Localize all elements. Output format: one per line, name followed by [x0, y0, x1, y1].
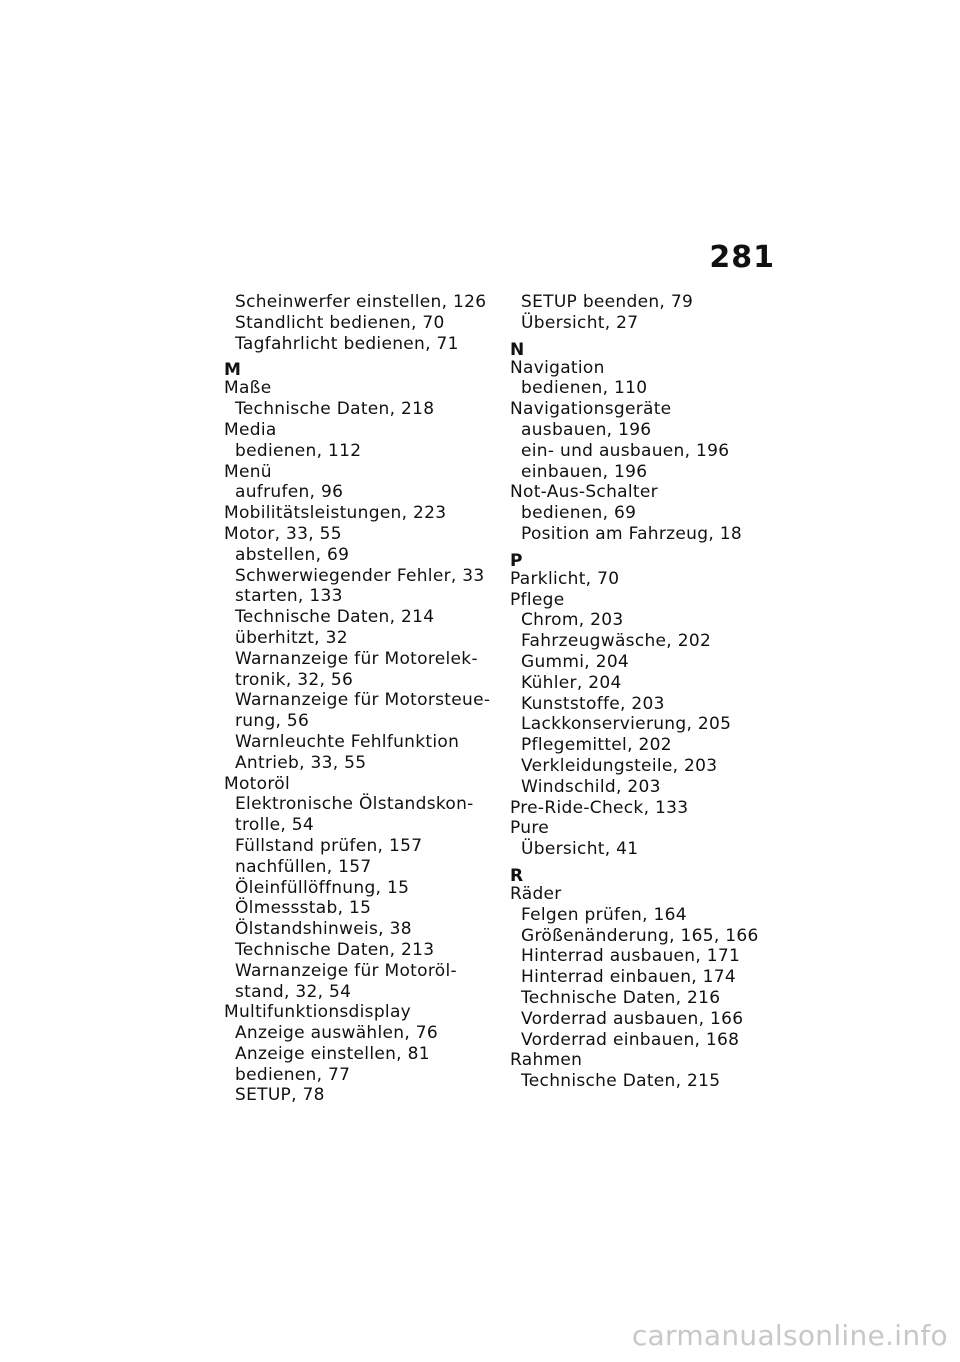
index-sub-entry: Anzeige auswählen, 76 — [235, 1023, 439, 1044]
index-main-entry: Pure — [510, 818, 550, 839]
index-sub-entry: Kunststoffe, 203 — [521, 693, 665, 714]
index-sub-entry: Warnanzeige für Motorsteue- — [235, 690, 491, 711]
index-sub-entry: Technische Daten, 213 — [235, 939, 435, 960]
index-sub-entry: Windschild, 203 — [521, 776, 661, 797]
index-sub-entry: Vorderrad einbauen, 168 — [521, 1029, 740, 1050]
index-main-entry: Motoröl — [224, 773, 290, 794]
index-letter-heading: R — [510, 865, 524, 886]
index-sub-entry: Hinterrad einbauen, 174 — [521, 967, 737, 988]
index-sub-entry: Vorderrad ausbauen, 166 — [521, 1008, 744, 1029]
index-sub-entry: stand, 32, 54 — [235, 981, 352, 1002]
index-sub-entry: rung, 56 — [235, 711, 310, 732]
index-sub-entry: SETUP beenden, 79 — [521, 292, 694, 312]
index-main-entry: Multifunktionsdisplay — [224, 1002, 412, 1023]
index-sub-entry: Warnleuchte Fehlfunktion — [235, 731, 460, 752]
index-sub-entry: abstellen, 69 — [235, 544, 350, 565]
index-main-entry: Motor, 33, 55 — [224, 523, 342, 544]
index-sub-entry: Pflegemittel, 202 — [521, 735, 672, 756]
watermark: carmanualsonline.info — [631, 1319, 948, 1352]
index-sub-entry: Warnanzeige für Motorelek- — [235, 648, 478, 669]
index-sub-entry: Öleinfüllöffnung, 15 — [235, 877, 410, 898]
index-main-entry: Pflege — [510, 589, 565, 610]
index-main-entry: Pre-Ride-Check, 133 — [510, 797, 689, 818]
index-letter-heading: P — [510, 550, 523, 571]
index-main-entry: Parklicht, 70 — [510, 568, 620, 589]
page-number: 281 — [709, 240, 775, 275]
index-sub-entry: trolle, 54 — [235, 815, 315, 836]
index-main-entry: Maße — [224, 378, 272, 399]
index-sub-entry: Anzeige einstellen, 81 — [235, 1043, 430, 1064]
index-main-entry: Mobilitätsleistungen, 223 — [224, 503, 447, 524]
index-sub-entry: Größenänderung, 165, 166 — [521, 925, 759, 946]
index-sub-entry: Felgen prüfen, 164 — [521, 904, 687, 925]
index-sub-entry: Technische Daten, 214 — [235, 607, 435, 628]
index-sub-entry: bedienen, 112 — [235, 440, 362, 461]
index-sub-entry: Warnanzeige für Motoröl- — [235, 960, 457, 981]
index-sub-entry: Ölstandshinweis, 38 — [235, 919, 412, 940]
index-sub-entry: ein- und ausbauen, 196 — [521, 440, 730, 461]
index-sub-entry: ausbauen, 196 — [521, 419, 652, 440]
index-letter-heading: N — [510, 339, 525, 360]
index-sub-entry: Standlicht bedienen, 70 — [235, 312, 445, 333]
index-sub-entry: Technische Daten, 216 — [521, 987, 721, 1008]
index-sub-entry: überhitzt, 32 — [235, 627, 348, 648]
index-sub-entry: SETUP, 78 — [235, 1085, 325, 1106]
index-sub-entry: Fahrzeugwäsche, 202 — [521, 631, 712, 652]
index-sub-entry: Technische Daten, 215 — [521, 1071, 721, 1092]
index-sub-entry: Übersicht, 27 — [521, 312, 639, 333]
index-sub-entry: bedienen, 69 — [521, 503, 637, 524]
index-letter-heading: M — [224, 360, 241, 381]
index-sub-entry: Elektronische Ölstandskon- — [235, 794, 474, 815]
index-sub-entry: aufrufen, 96 — [235, 482, 344, 503]
index-sub-entry: Technische Daten, 218 — [235, 399, 435, 420]
index-main-entry: Räder — [510, 883, 562, 904]
index-sub-entry: Kühler, 204 — [521, 672, 622, 693]
index-sub-entry: Schwerwiegender Fehler, 33 — [235, 565, 485, 586]
index-column-left — [224, 292, 494, 1106]
index-main-entry: Navigation — [510, 357, 605, 378]
index-main-entry: Media — [224, 419, 277, 440]
index-sub-entry: Verkleidungsteile, 203 — [521, 755, 718, 776]
index-sub-entry: starten, 133 — [235, 586, 343, 607]
index-main-entry: Menü — [224, 461, 272, 482]
index-column-right — [510, 292, 790, 1092]
index-sub-entry: Tagfahrlicht bedienen, 71 — [235, 333, 459, 354]
index-sub-entry: Lackkonservierung, 205 — [521, 714, 732, 735]
index-sub-entry: Gummi, 204 — [521, 651, 630, 672]
index-sub-entry: Hinterrad ausbauen, 171 — [521, 946, 741, 967]
index-sub-entry: Füllstand prüfen, 157 — [235, 835, 423, 856]
index-main-entry: Rahmen — [510, 1050, 583, 1071]
index-main-entry: Not-Aus-Schalter — [510, 482, 658, 503]
index-sub-entry: Position am Fahrzeug, 18 — [521, 523, 742, 544]
index-sub-entry: Scheinwerfer einstellen, 126 — [235, 292, 487, 312]
index-sub-entry: bedienen, 110 — [521, 378, 648, 399]
index-sub-entry: einbauen, 196 — [521, 461, 648, 482]
index-sub-entry: nachfüllen, 157 — [235, 856, 372, 877]
index-sub-entry: Übersicht, 41 — [521, 839, 639, 860]
index-sub-entry: Ölmessstab, 15 — [235, 898, 372, 919]
index-sub-entry: Chrom, 203 — [521, 610, 624, 631]
index-sub-entry: Antrieb, 33, 55 — [235, 752, 367, 773]
index-sub-entry: tronik, 32, 56 — [235, 669, 354, 690]
index-sub-entry: bedienen, 77 — [235, 1064, 351, 1085]
index-main-entry: Navigationsgeräte — [510, 399, 672, 420]
